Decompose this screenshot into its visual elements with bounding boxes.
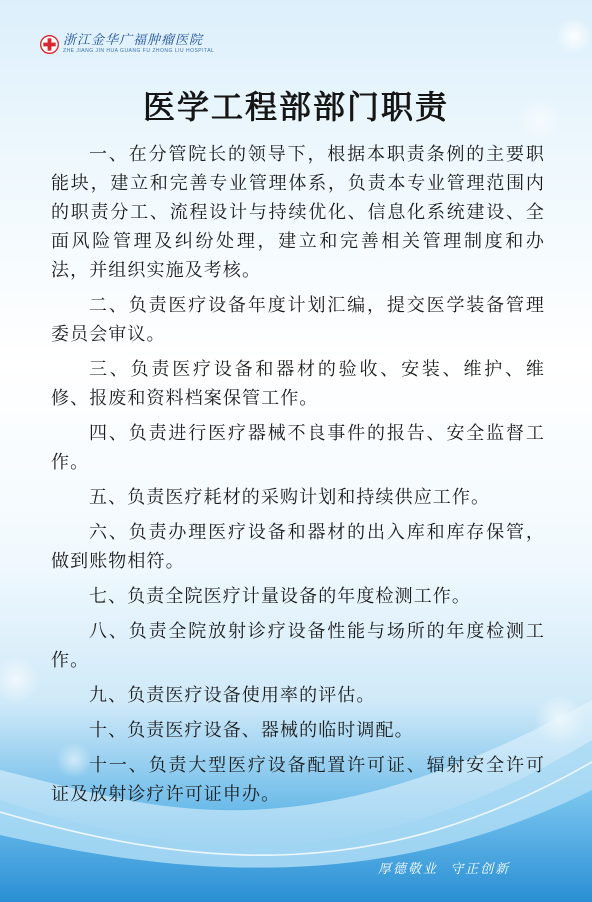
hospital-name-en: ZHE JIANG JIN HUA GUANG FU ZHONG LIU HOSPITAL — [63, 48, 215, 54]
bokeh-circle — [556, 18, 592, 54]
logo-text — [63, 34, 214, 55]
red-cross-emblem-icon — [40, 35, 59, 54]
bokeh-circle — [0, 656, 40, 704]
responsibility-paragraph: 十、负责医疗设备、器械的临时调配。 — [89, 720, 414, 741]
footer-slogan: 厚德敬业 守正创新 — [378, 862, 511, 877]
responsibility-paragraph: 八、负责全院放射诊疗设备性能与场所的年度检测工作。 — [51, 621, 545, 671]
responsibilities-list — [51, 140, 545, 815]
hospital-name-cn: 浙江金华广福肿瘤医院 — [63, 33, 204, 48]
page-title: 医学工程部部门职责 — [142, 88, 449, 126]
responsibility-paragraph: 一、在分管院长的领导下，根据本职责条例的主要职能块，建立和完善专业管理体系，负责本专业管理范围内的职责分工、流程设计与持续优化、信息化系统建设、全面风险管理及纠纷处理，建立和完善相关管理制度和办法，并组织实施及考核。 — [51, 144, 545, 281]
responsibility-paragraph: 六、负责办理医疗设备和器材的出入库和库存保管，做到账物相符。 — [51, 522, 545, 572]
responsibility-paragraph: 五、负责医疗耗材的采购计划和持续供应工作。 — [89, 487, 491, 508]
hospital-logo — [40, 34, 214, 55]
responsibility-paragraph: 七、负责全院医疗计量设备的年度检测工作。 — [89, 586, 471, 607]
responsibility-paragraph: 二、负责医疗设备年度计划汇编，提交医学装备管理委员会审议。 — [51, 295, 545, 345]
responsibility-paragraph: 十一、负责大型医疗设备配置许可证、辐射安全许可证及放射诊疗许可证申办。 — [51, 755, 545, 805]
responsibility-paragraph: 三、负责医疗设备和器材的验收、安装、维护、维修、报废和资料档案保管工作。 — [51, 359, 545, 409]
responsibility-paragraph: 四、负责进行医疗器械不良事件的报告、安全监督工作。 — [51, 423, 545, 473]
responsibility-paragraph: 九、负责医疗设备使用率的评估。 — [89, 685, 376, 706]
